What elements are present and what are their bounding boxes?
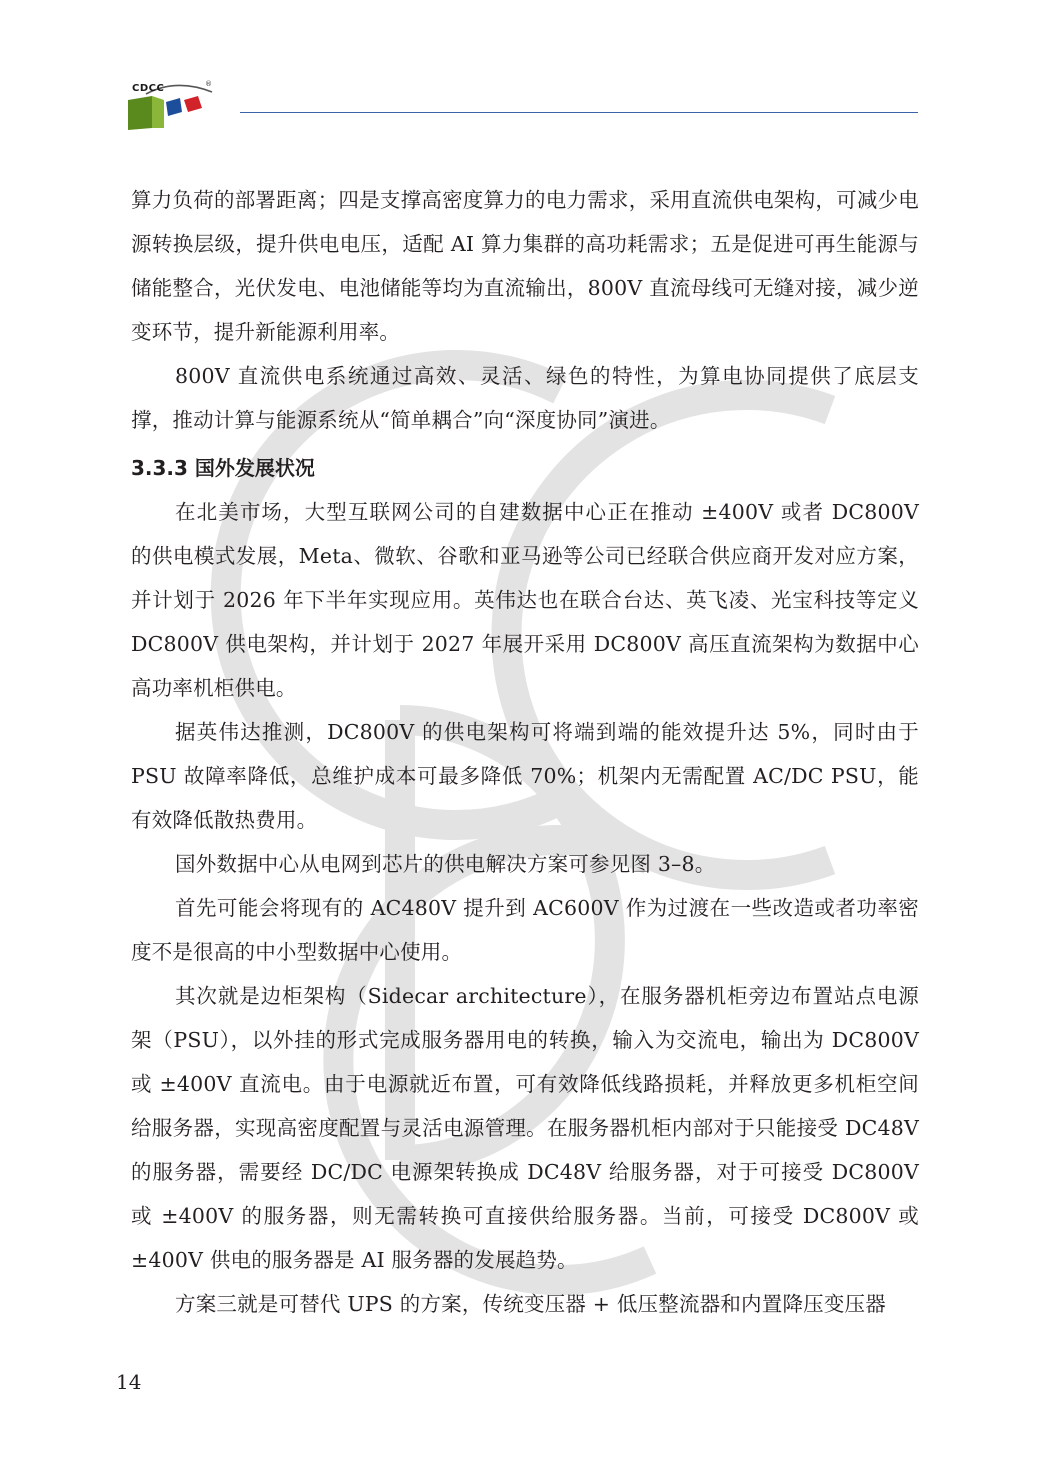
body-paragraph: 800V 直流供电系统通过高效、灵活、绿色的特性，为算电协同提供了底层支撑，推动计算与能源系统从“简单耦合”向“深度协同”演进。 xyxy=(131,364,919,432)
body-paragraph: 算力负荷的部署距离；四是支撑高密度算力的电力需求，采用直流供电架构，可减少电源转换层级，提升供电电压，适配 AI 算力集群的高功耗需求；五是促进可再生能源与储能整合，光伏发电、电池储能等均为直流输出，800V 直流母线可无缝对接，减少逆变环节，提升新能源利用率。 xyxy=(131,188,919,344)
body-paragraph: 首先可能会将现有的 AC480V 提升到 AC600V 作为过渡在一些改造或者功率密度不是很高的中小型数据中心使用。 xyxy=(131,896,919,964)
body-paragraph: 国外数据中心从电网到芯片的供电解决方案可参见图 3–8。 xyxy=(175,852,716,876)
body-paragraph: 据英伟达推测，DC800V 的供电架构可将端到端的能效提升达 5%，同时由于 PSU 故障率降低，总维护成本可最多降低 70%；机架内无需配置 AC/DC PSU，能有效降低散热费用。 xyxy=(131,720,919,832)
body-paragraph: 在北美市场，大型互联网公司的自建数据中心正在推动 ±400V 或者 DC800V 的供电模式发展，Meta、微软、谷歌和亚马逊等公司已经联合供应商开发对应方案，并计划于 2026 年下半年实现应用。英伟达也在联合台达、英飞凌、光宝科技等定义 DC800V 供电架构，并计划于 2027 年展开采用 DC800V 高压直流架构为数据中心高功率机柜供电。 xyxy=(131,500,919,700)
section-heading: 3.3.3 国外发展状况 xyxy=(131,456,315,480)
logo-registered-mark: ® xyxy=(205,80,212,88)
cdcc-logo xyxy=(126,78,226,134)
body-paragraph: 其次就是边柜架构（Sidecar architecture），在服务器机柜旁边布置站点电源架（PSU），以外挂的形式完成服务器用电的转换，输入为交流电，输出为 DC800V 或 ±400V 直流电。由于电源就近布置，可有效降低线路损耗，并释放更多机柜空间给服务器，实现高密度配置与灵活电源管理。在服务器机柜内部对于只能接受 DC48V 的服务器，需要经 DC/DC 电源架转换成 DC48V 给服务器，对于可接受 DC800V 或 ±400V 的服务器，则无需转换可直接供给服务器。当前，可接受 DC800V 或 ±400V 供电的服务器是 AI 服务器的发展趋势。 xyxy=(131,984,919,1272)
header-rule xyxy=(240,112,918,113)
page-number: 14 xyxy=(116,1370,142,1394)
logo-text: CDCC xyxy=(132,83,165,94)
page-body xyxy=(131,178,919,1326)
body-paragraph: 方案三就是可替代 UPS 的方案，传统变压器 + 低压整流器和内置降压变压器 xyxy=(175,1292,886,1316)
